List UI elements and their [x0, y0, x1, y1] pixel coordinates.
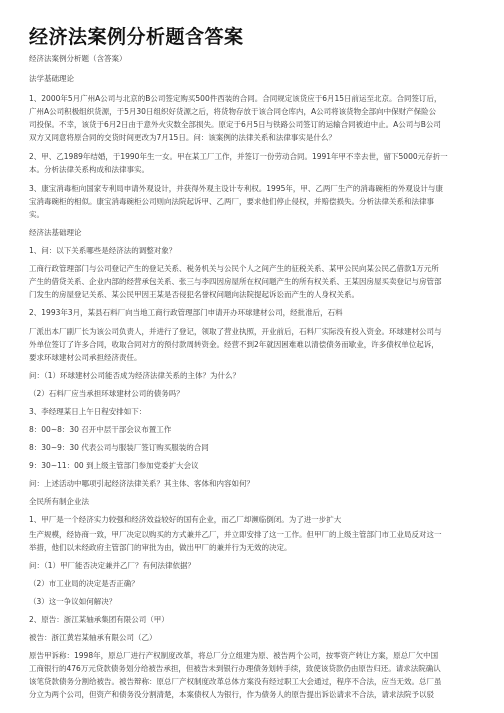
paragraph-line: 2、1993年3月，某县石料厂向当地工商行政管理部门申请开办环球建材公司，经批准后，石料: [29, 308, 343, 317]
paragraph-line: 8：30~9：30 代表公司与服装厂签订购买服装的合同: [29, 443, 209, 452]
paragraph-line: 1、问：以下关系哪些是经济法的调整对象？: [29, 246, 177, 255]
paragraph-line: 本。分析法律关系构成和法律事实。: [29, 165, 149, 174]
section-heading: 经济法基础理论: [29, 228, 82, 237]
document-subtitle: 经济法案例分析题（含答案）: [29, 54, 127, 63]
paragraph-line: 2、原告：浙江某轴承集团有限公司（甲）: [29, 615, 169, 624]
paragraph-line: 要求环球建材公司承担经济责任。: [29, 353, 142, 362]
paragraph-line: 3、李经理某日上午日程安排如下：: [29, 407, 147, 416]
paragraph-line: 广州A公司积极组织货源，于5月30日组织好货源之后，将货物存放于该合同仓库内，A公司将该货物全部向中保财产保险公: [29, 107, 437, 116]
paragraph-line: 问：上述活动中哪项引起经济法律关系？其主体、客体和内容如何？: [29, 479, 254, 488]
paragraph-line: 外单位签订了许多合同，收取合同对方的预付款周转资金。经营不到2年就因困难难以清偿债务而歇业，许多债权单位起诉，: [29, 340, 439, 349]
paragraph-line: 2、甲、乙1989年结婚，于1990年生一女。甲在某工厂工作，并签订一份劳动合同。1991年甲不幸去世，留下5000元存折一: [29, 152, 448, 161]
paragraph-line: 1、甲厂是一个经济实力较强和经济效益较好的国有企业，而乙厂却濒临倒闭。为了进一步扩大: [29, 515, 342, 524]
paragraph-line: 工商银行的476万元贷款债务划分给被告承担，但被告未到银行办理债务划转手续，致使该贷款仍由原告归还。请求法院确认: [29, 664, 441, 673]
paragraph-line: 问：（1）甲厂能否决定兼并乙厂？有何法律依据？: [29, 561, 196, 570]
paragraph-line: 3、康宝消毒柜向国家专利局申请外观设计，并获得外观主设计专利权。1995年，甲、乙两厂生产的消毒碗柜的外观设计与康: [29, 184, 443, 193]
section-heading: 全民所有制企业法: [29, 497, 89, 506]
paragraph-line: 1、2000年5月广州A公司与北京的B公司签定购买500件西装的合同。合同规定该货应于6月15日前运至北京。合同签订后，: [29, 94, 442, 103]
paragraph-line: 8：00~8：30 召开中层干部会议布置工作: [29, 425, 172, 434]
paragraph-line: 分立为两个公司，但资产和债务没分割清楚，本案债权人为银行，作为债务人的原告提出诉讼请求不合法，请求法院予以驳: [29, 690, 434, 699]
paragraph-line: 该笔贷款债务分割给被告。被告辩称：原总厂产权制度改革总体方案没有经过职工大会通过，程序不合法，应当无效。总厂虽: [29, 677, 442, 686]
paragraph-line: 问：（1）环球建材公司能否成为经济法律关系的主体？为什么？: [29, 371, 241, 380]
section-heading: 法学基础理论: [29, 74, 74, 83]
paragraph-line: 举措，他们以未经政府主管部门的审批为由，做出甲厂的兼并行为无效的决定。: [29, 543, 292, 552]
document-title: 经济法案例分析题含答案: [29, 26, 244, 48]
paragraph-line: （2）市工业局的决定是否正确？: [29, 579, 139, 588]
paragraph-line: 双方又同意将原合同的交货时间更改为7月15日。问：该案例的法律关系和法律事实是什么？: [29, 133, 336, 142]
paragraph-line: 门发生的房屋登记关系、某公民甲因王某是否侵犯名誉权问题向法院提起诉讼而产生的人身权关系。: [29, 290, 359, 299]
paragraph-line: （2）石料厂应当承担环球建材公司的债务吗？: [29, 389, 184, 398]
paragraph-line: 厂派出本厂副厂长为该公司负责人，并进行了登记，领取了营业执照，开业前后，石料厂实际没有投入资金。环球建材公司与: [29, 327, 442, 336]
paragraph-line: 实。: [29, 210, 44, 219]
paragraph-line: 工商行政管理部门与公司登记产生的登记关系、税务机关与公民个人之间产生的征税关系、某甲公民向某公民乙借款1万元所: [29, 264, 439, 273]
paragraph-line: 被告：浙江黄岩某轴承有限公司（乙）: [29, 633, 157, 642]
paragraph-line: 9：30~11：00 到上级主管部门参加党委扩大会议: [29, 461, 199, 470]
paragraph-line: （3）这一争议如何解决？: [29, 597, 117, 606]
paragraph-line: 司投保。不幸，该货于6月2日由于意外火灾数全部损失。原定于6月5日与铁路公司签订的运输合同被迫中止。A公司与B公司: [29, 120, 441, 129]
paragraph-line: 产生的借贷关系、企业内部的经营承包关系、张三与李四因房屋所在权问题产生的所有权关系、王某因房屋买卖登记与房管部: [29, 277, 442, 286]
paragraph-line: 宝消毒碗柜的相似。康宝消毒碗柜公司则向法院起诉甲、乙两厂，要求他们停止侵权，并赔偿损失。分析法律关系和法律事: [29, 197, 434, 206]
paragraph-line: 原告甲诉称：1998年，原总厂进行产权制度改革，将总厂分立组建为原、被告两个公司，按零资产转让方案，原总厂欠中国: [29, 651, 439, 660]
paragraph-line: 生产规模，经协商一致，甲厂决定以购买的方式兼并乙厂，并立即安排了这一工作。但甲厂的上级主管部门市工业局反对这一: [29, 530, 442, 539]
